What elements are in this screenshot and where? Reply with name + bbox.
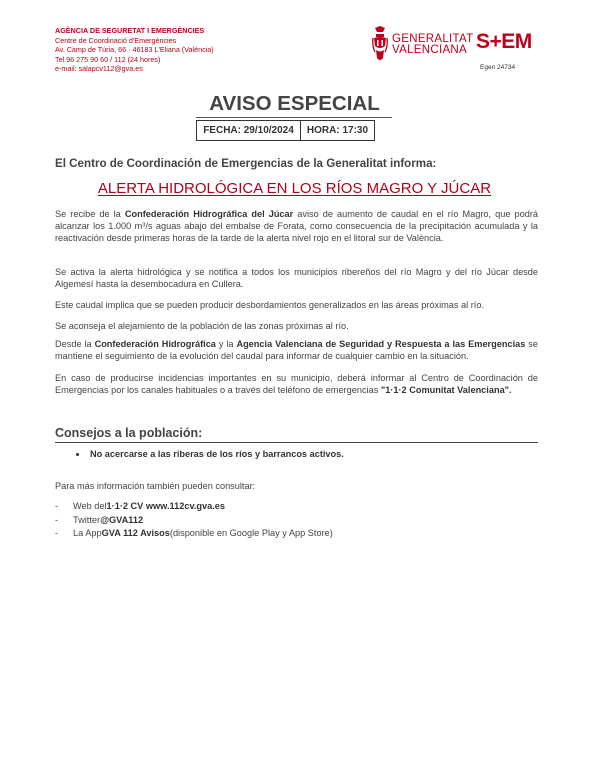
egen-reference: Egen 24734 [480,64,516,71]
paragraph-desbordamientos: Este caudal implica que se pueden producir desbordamientos generalizados en las áreas próximas al río. [55,300,484,310]
title-divider [196,117,392,118]
p1-text-c: aviso de aumento de caudal en el río Magro, que podrá alcanzar los 1.000 m³/s aguas abajo del embalse de Forata, como consecuencia de la precipitación acumulada y la reactivación desde primeras horas de la tarde de la alerta nivel rojo en el litoral sur de València. [55,209,539,244]
paragraph-caudal [55,208,538,245]
agency-phone: Tel.96 275 90 60 / 112 (24 hores) [55,54,161,64]
time-label: HORA: 17:30 [306,125,369,136]
page-title: AVISO ESPECIAL [209,92,380,115]
date-time-box [196,120,375,141]
consejos-heading: Consejos a la población: [55,426,538,443]
date-label: FECHA: 29/10/2024 [197,121,301,140]
generalitat-logo-line2: VALENCIANA [392,44,468,56]
paragraph-alejamiento: Se aconseja el alejamiento de la población de las zonas próximas al río. [55,321,349,331]
paragraph-alerta: Se activa la alerta hidrológica y se notifica a todos los municipios ribereños del río Magro y del río Júcar desde Algemesí hasta la desembocadura en Cullera. [55,267,538,290]
p6-text-a: En caso de producirse incidencias importantes en su municipio, deberá informar al Centro de Coordinación de Emergencias por los canales habituales o a través del teléfono de emergencias [55,373,538,396]
p5-confederacion: Confederación Hidrográfica [94,339,216,349]
intro-line: El Centro de Coordinación de Emergencias de la Generalitat informa: [55,157,437,170]
list-item-twitter: - Twitter @GVA112 [55,514,333,528]
list-item-app: - La App GVA 112 Avisos (disponible en Google Play y App Store) [55,527,333,541]
twitter-link[interactable]: @GVA112 [100,514,144,525]
app-availability: (disponible en Google Play y App Store) [169,528,333,539]
alert-title: ALERTA HIDROLÓGICA EN LOS RÍOS MAGRO Y JÚCAR [97,180,492,197]
p1-text-a: Se recibe de la [55,209,125,219]
web-prefix: Web del [73,501,107,511]
more-info-line: Para más información también pueden consultar: [55,481,256,491]
list-item-web: - Web del 1·1·2 CV www.112cv.gva.es [55,500,333,514]
generalitat-logo-line1: GENERALITAT [392,33,474,45]
generalitat-shield-icon [372,26,388,62]
p5-text-c: y la [215,339,237,349]
agency-header [55,26,214,74]
generalitat-logo-text [392,34,473,56]
twitter-prefix: Twitter [73,514,101,525]
app-prefix: La App [73,528,102,539]
bullet-icon [76,453,79,456]
p5-text-a: Desde la [55,339,95,349]
p6-telefono-112: "1·1·2 Comunitat Valenciana". [380,385,512,396]
consejo-text: No acercarse a las riberas de los ríos y barrancos activos. [90,449,344,459]
consejo-item [76,449,344,459]
p1-confederacion: Confederación Hidrográfica del Júcar [124,209,294,219]
agency-address: Av. Camp de Túria, 66 · 46183 L'Eliana (València) [55,45,214,55]
sem-logo: S+EM [476,30,532,53]
paragraph-incidencias [55,372,538,396]
p5-text-e: se mantiene el seguimiento de la evolución del caudal para informar de cualquier cambio en la situación. [55,339,538,362]
app-name[interactable]: GVA 112 Avisos [101,528,170,539]
paragraph-seguimiento [55,338,538,362]
info-links-list [55,500,333,541]
web-link[interactable]: 1·1·2 CV www.112cv.gva.es [106,501,226,511]
agency-centre: Centre de Coordinació d'Emergències [55,35,177,45]
agency-name: AGÈNCIA DE SEGURETAT I EMERGÈNCIES [55,26,205,35]
p5-agencia: Agencia Valenciana de Seguridad y Respuesta a las Emergencias [236,339,526,349]
agency-email: e-mail: salapcv112@gva.es [55,64,143,74]
generalitat-logo [372,26,474,62]
